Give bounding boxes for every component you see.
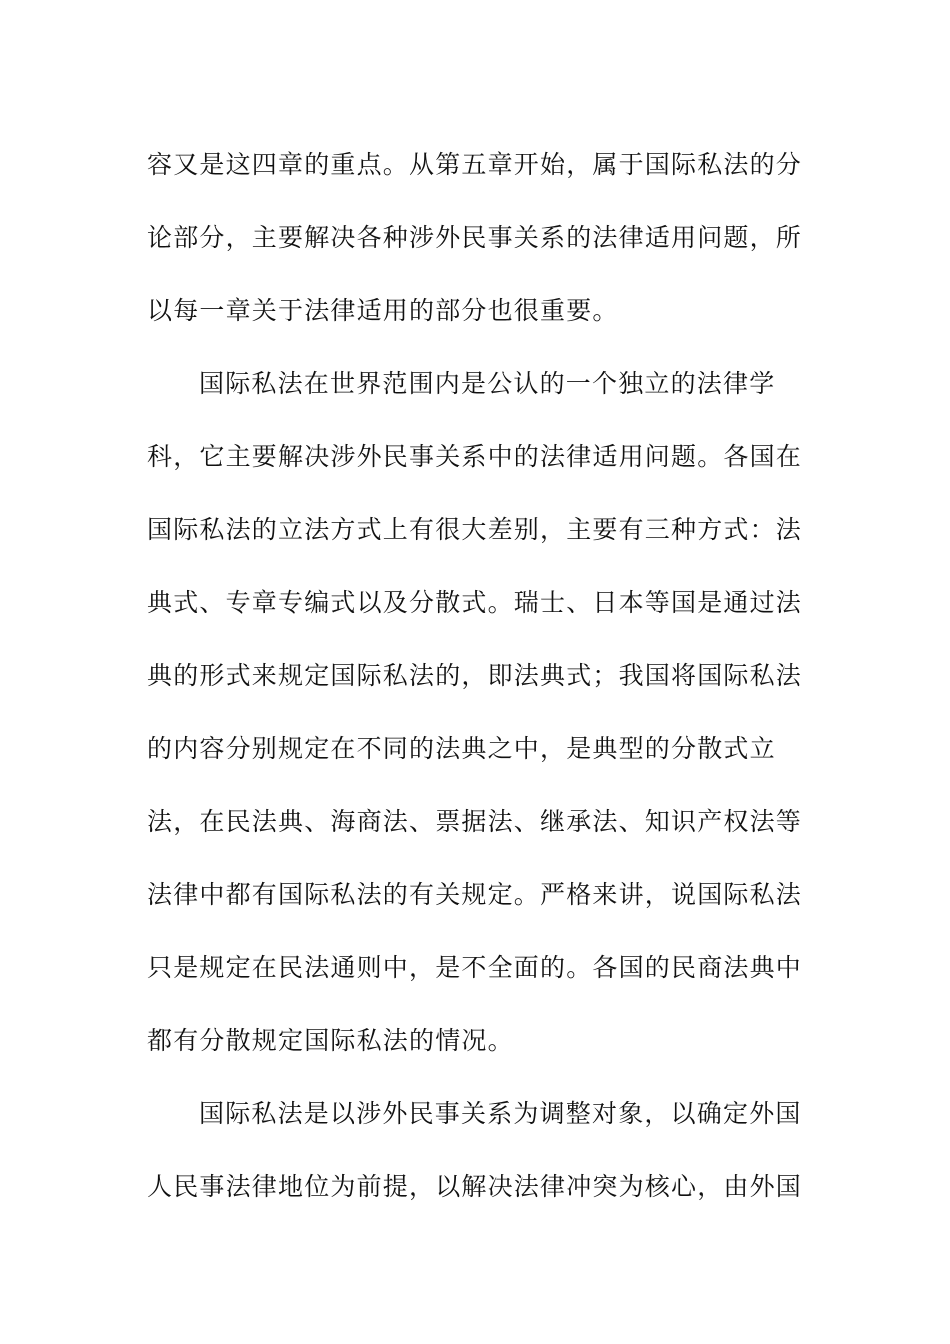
paragraph-start-line: 国际私法是以涉外民事关系为调整对象，以确定外国 (199, 1099, 802, 1128)
text-line: 以每一章关于法律适用的部分也很重要。 (147, 296, 619, 325)
text-line: 的内容分别规定在不同的法典之中，是典型的分散式立 (147, 734, 776, 763)
text-line: 论部分，主要解决各种涉外民事关系的法律适用问题，所 (147, 223, 803, 252)
text-line: 容又是这四章的重点。从第五章开始，属于国际私法的分 (147, 150, 803, 179)
text-line: 典的形式来规定国际私法的，即法典式；我国将国际私法 (147, 661, 803, 690)
text-line: 人民事法律地位为前提，以解决法律冲突为核心，由外国 (147, 1172, 803, 1201)
text-line: 都有分散规定国际私法的情况。 (147, 1026, 514, 1055)
text-line: 国际私法的立法方式上有很大差别，主要有三种方式：法 (147, 515, 803, 544)
text-line: 科，它主要解决涉外民事关系中的法律适用问题。各国在 (147, 442, 803, 471)
paragraph-start-line: 国际私法在世界范围内是公认的一个独立的法律学 (199, 369, 776, 398)
text-line: 法，在民法典、海商法、票据法、继承法、知识产权法等 (147, 807, 803, 836)
document-body (147, 128, 803, 1223)
text-line: 只是规定在民法通则中，是不全面的。各国的民商法典中 (147, 953, 803, 982)
text-line: 典式、专章专编式以及分散式。瑞士、日本等国是通过法 (147, 588, 803, 617)
text-line: 法律中都有国际私法的有关规定。严格来讲，说国际私法 (147, 880, 803, 909)
